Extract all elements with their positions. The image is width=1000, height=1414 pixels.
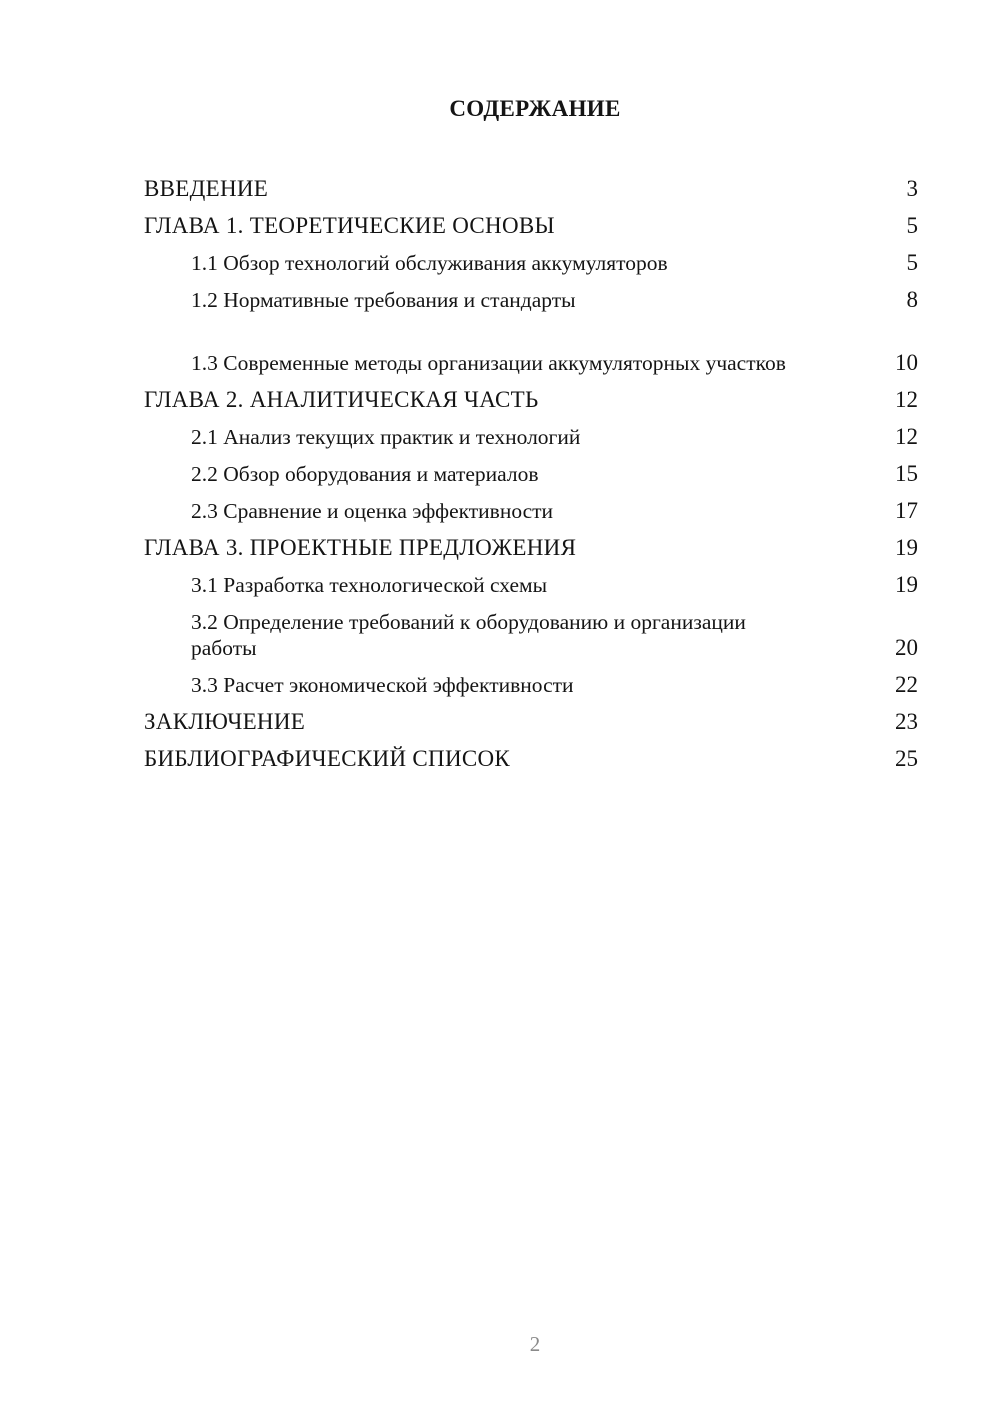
toc-entry-page: 3 (906, 176, 918, 201)
toc-entry-label: ЗАКЛЮЧЕНИЕ (144, 709, 306, 734)
page-number: 2 (529, 1332, 541, 1356)
toc-entry-label: ГЛАВА 2. АНАЛИТИЧЕСКАЯ ЧАСТЬ (144, 387, 539, 412)
toc-entry-label: 3.1 Разработка технологической схемы (191, 573, 548, 597)
toc-entry-chapter-2 (144, 381, 918, 418)
toc-entry-label: ВВЕДЕНИЕ (144, 176, 269, 201)
toc-entry-chapter-3 (144, 529, 918, 566)
toc-entry-chapter-1 (144, 207, 918, 244)
table-of-contents (144, 170, 918, 777)
toc-entry-label: 1.2 Нормативные требования и стандарты (191, 288, 576, 312)
toc-entry-section-1-3 (144, 318, 918, 381)
toc-entry-page: 10 (895, 350, 918, 375)
toc-entry-label: ГЛАВА 3. ПРОЕКТНЫЕ ПРЕДЛОЖЕНИЯ (144, 535, 577, 560)
toc-entry-introduction (144, 170, 918, 207)
toc-entry-page: 25 (895, 746, 918, 771)
toc-entry-page: 12 (895, 424, 918, 449)
toc-entry-label: 2.2 Обзор оборудования и материалов (191, 462, 539, 486)
toc-entry-label: БИБЛИОГРАФИЧЕСКИЙ СПИСОК (144, 746, 511, 771)
toc-entry-section-2-1 (144, 418, 918, 455)
toc-entry-bibliography (144, 740, 918, 777)
toc-entry-page: 23 (895, 709, 918, 734)
toc-entry-section-2-3 (144, 492, 918, 529)
toc-entry-section-1-1 (144, 244, 918, 281)
toc-entry-section-3-3 (144, 666, 918, 703)
toc-entry-section-2-2 (144, 455, 918, 492)
toc-entry-label: ГЛАВА 1. ТЕОРЕТИЧЕСКИЕ ОСНОВЫ (144, 213, 555, 238)
toc-entry-conclusion (144, 703, 918, 740)
toc-entry-page: 19 (895, 535, 918, 560)
toc-entry-page: 15 (895, 461, 918, 486)
toc-entry-page: 5 (906, 213, 918, 238)
toc-entry-label: 3.2 Определение требований к оборудованию и организации работы (191, 610, 746, 660)
toc-entry-page: 5 (906, 250, 918, 275)
toc-entry-page: 8 (906, 287, 918, 312)
toc-entry-page: 12 (895, 387, 918, 412)
page-title: СОДЕРЖАНИЕ (449, 96, 621, 121)
toc-entry-label: 2.3 Сравнение и оценка эффективности (191, 499, 554, 523)
toc-entry-page: 17 (895, 498, 918, 523)
toc-entry-section-3-1 (144, 566, 918, 603)
toc-entry-page: 22 (895, 672, 918, 697)
toc-entry-label: 2.1 Анализ текущих практик и технологий (191, 425, 581, 449)
toc-entry-section-3-2 (144, 603, 918, 666)
toc-entry-page: 20 (895, 635, 918, 660)
toc-entry-label: 3.3 Расчет экономической эффективности (191, 673, 574, 697)
toc-entry-label: 1.3 Современные методы организации аккумуляторных участков (191, 351, 786, 375)
toc-entry-label: 1.1 Обзор технологий обслуживания аккумуляторов (191, 251, 668, 275)
toc-entry-section-1-2 (144, 281, 918, 318)
toc-entry-page: 19 (895, 572, 918, 597)
